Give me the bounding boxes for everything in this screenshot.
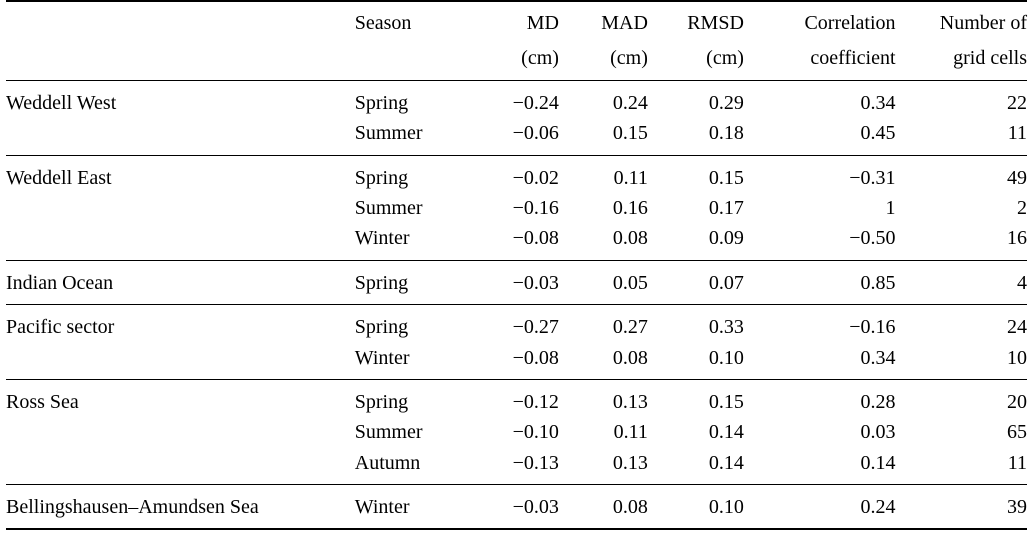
season-label: Spring xyxy=(354,390,409,413)
grid-cells-value: 4 xyxy=(1017,271,1027,294)
mad-value: 0.08 xyxy=(612,227,648,250)
table-row xyxy=(6,343,1027,380)
region-label: Pacific sector xyxy=(6,316,115,339)
md-value: −0.08 xyxy=(512,227,559,250)
header-md-unit: (cm) xyxy=(521,47,559,70)
season-label: Winter xyxy=(354,227,410,250)
header-mad: MAD xyxy=(601,12,648,34)
rmsd-value: 0.15 xyxy=(708,390,744,413)
mad-value: 0.11 xyxy=(613,166,648,189)
header-md: MD xyxy=(526,12,559,34)
rmsd-value: 0.18 xyxy=(708,122,744,145)
mad-value: 0.13 xyxy=(612,390,648,413)
grid-cells-value: 39 xyxy=(1007,496,1027,519)
mad-value: 0.08 xyxy=(612,346,648,369)
correlation-value: −0.50 xyxy=(849,227,896,250)
md-value: −0.02 xyxy=(512,166,559,189)
table-row xyxy=(6,118,1027,155)
correlation-value: −0.31 xyxy=(849,166,896,189)
season-label: Summer xyxy=(354,421,423,444)
grid-cells-value: 22 xyxy=(1007,91,1027,114)
rmsd-value: 0.09 xyxy=(708,227,744,250)
grid-cells-value: 11 xyxy=(1007,451,1027,474)
rmsd-value: 0.14 xyxy=(708,421,744,444)
md-value: −0.12 xyxy=(512,390,559,413)
rmsd-value: 0.33 xyxy=(708,316,744,339)
correlation-value: 0.24 xyxy=(860,496,896,519)
table-row xyxy=(6,223,1027,260)
rmsd-value: 0.17 xyxy=(708,196,744,219)
header-region xyxy=(6,2,355,37)
region-label: Ross Sea xyxy=(6,390,79,413)
table-row xyxy=(6,485,1027,529)
md-value: −0.10 xyxy=(512,421,559,444)
md-value: −0.03 xyxy=(512,496,559,519)
season-label: Spring xyxy=(354,166,409,189)
season-label: Spring xyxy=(354,91,409,114)
grid-cells-value: 11 xyxy=(1007,122,1027,145)
mad-value: 0.16 xyxy=(612,196,648,219)
correlation-value: −0.16 xyxy=(849,316,896,339)
header-correlation: Correlation xyxy=(804,12,896,34)
header-number-of-grid-cells: Number of xyxy=(939,12,1027,34)
table-row xyxy=(6,417,1027,447)
header-rmsd: RMSD xyxy=(687,12,744,34)
region-label: Indian Ocean xyxy=(6,271,114,294)
header-season-line2 xyxy=(355,37,466,80)
season-label: Spring xyxy=(354,271,409,294)
table-row xyxy=(6,156,1027,193)
region-label: Bellingshausen–Amundsen Sea xyxy=(6,496,259,519)
correlation-value: 0.85 xyxy=(860,271,896,294)
table-row xyxy=(6,305,1027,342)
season-label: Winter xyxy=(354,346,410,369)
header-grid-cells-line2: grid cells xyxy=(953,47,1027,70)
rmsd-value: 0.14 xyxy=(708,451,744,474)
statistics-table xyxy=(6,0,1027,530)
grid-cells-value: 24 xyxy=(1007,316,1027,339)
md-value: −0.16 xyxy=(512,196,559,219)
header-season: Season xyxy=(354,12,412,34)
table-row xyxy=(6,261,1027,305)
table-row xyxy=(6,81,1027,118)
correlation-value: 0.45 xyxy=(860,122,896,145)
grid-cells-value: 10 xyxy=(1007,346,1027,369)
table-row xyxy=(6,380,1027,417)
rmsd-value: 0.10 xyxy=(708,346,744,369)
mad-value: 0.27 xyxy=(612,316,648,339)
grid-cells-value: 16 xyxy=(1007,227,1027,250)
season-label: Summer xyxy=(354,122,423,145)
correlation-value: 1 xyxy=(885,196,896,219)
table-body xyxy=(6,1,1027,530)
md-value: −0.27 xyxy=(512,316,559,339)
season-label: Spring xyxy=(354,316,409,339)
md-value: −0.24 xyxy=(512,91,559,114)
md-value: −0.06 xyxy=(512,122,559,145)
rmsd-value: 0.10 xyxy=(708,496,744,519)
region-label xyxy=(6,448,355,485)
table-bottom-rule xyxy=(6,529,1027,530)
correlation-value: 0.34 xyxy=(860,91,896,114)
correlation-value: 0.03 xyxy=(860,421,896,444)
rmsd-value: 0.07 xyxy=(708,271,744,294)
mad-value: 0.15 xyxy=(612,122,648,145)
region-label xyxy=(6,193,355,223)
md-value: −0.08 xyxy=(512,346,559,369)
table-header-row-2 xyxy=(6,37,1027,80)
mad-value: 0.05 xyxy=(612,271,648,294)
correlation-value: 0.14 xyxy=(860,451,896,474)
header-region-line2 xyxy=(6,37,355,80)
season-label: Autumn xyxy=(354,451,421,474)
season-label: Summer xyxy=(354,196,423,219)
header-rmsd-unit: (cm) xyxy=(706,47,744,70)
header-mad-unit: (cm) xyxy=(610,47,648,70)
region-label xyxy=(6,343,355,380)
region-label xyxy=(6,118,355,155)
region-label: Weddell East xyxy=(6,166,112,189)
correlation-value: 0.28 xyxy=(860,390,896,413)
table-header-row-1 xyxy=(6,2,1027,37)
region-label: Weddell West xyxy=(6,91,117,114)
table-row xyxy=(6,448,1027,485)
rmsd-value: 0.15 xyxy=(708,166,744,189)
mad-value: 0.13 xyxy=(612,451,648,474)
grid-cells-value: 65 xyxy=(1007,421,1027,444)
grid-cells-value: 49 xyxy=(1007,166,1027,189)
mad-value: 0.11 xyxy=(613,421,648,444)
correlation-value: 0.34 xyxy=(860,346,896,369)
md-value: −0.13 xyxy=(512,451,559,474)
mad-value: 0.24 xyxy=(612,91,648,114)
grid-cells-value: 2 xyxy=(1017,196,1027,219)
season-label: Winter xyxy=(354,496,410,519)
region-label xyxy=(6,417,355,447)
region-label xyxy=(6,223,355,260)
table-row xyxy=(6,193,1027,223)
md-value: −0.03 xyxy=(512,271,559,294)
rmsd-value: 0.29 xyxy=(708,91,744,114)
header-correlation-line2: coefficient xyxy=(810,47,896,70)
mad-value: 0.08 xyxy=(612,496,648,519)
grid-cells-value: 20 xyxy=(1007,390,1027,413)
